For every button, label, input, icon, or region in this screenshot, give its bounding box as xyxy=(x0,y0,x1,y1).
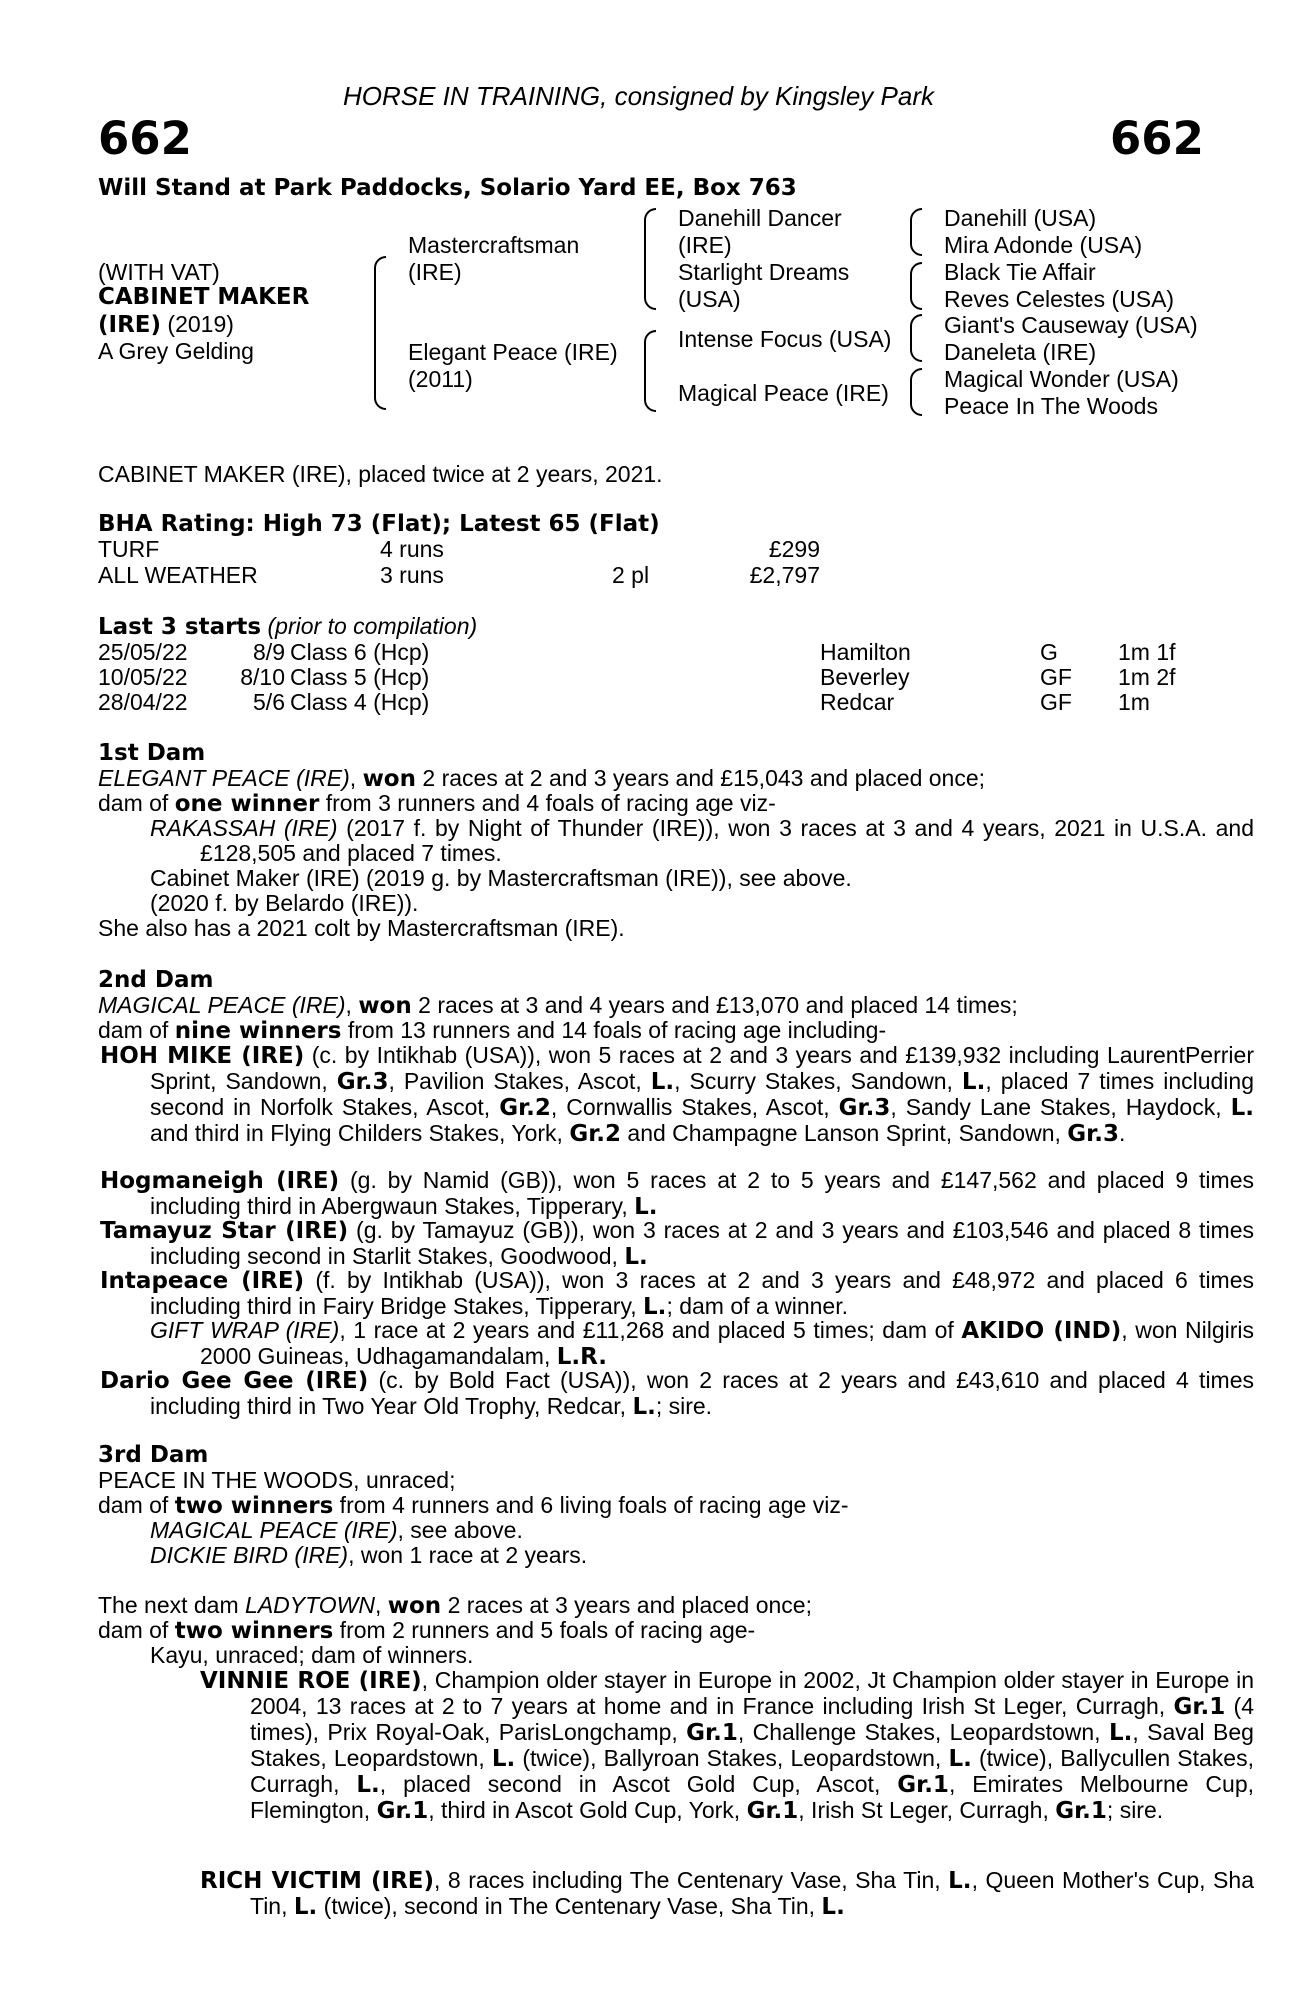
third-dam-record: PEACE IN THE WOODS, unraced; xyxy=(98,1467,456,1493)
progeny-record: , won 1 race at 2 years. xyxy=(348,1542,588,1568)
pedigree-brace-dam xyxy=(644,330,656,412)
third-dam-runners: from 4 runners and 6 living foals of racing age viz- xyxy=(333,1492,849,1518)
first-dam-won-details: 2 races at 2 and 3 years and £15,043 and placed once; xyxy=(416,765,986,791)
horse-country: (IRE) xyxy=(98,312,162,338)
progeny-record: , see above. xyxy=(397,1517,523,1543)
horse-country-year xyxy=(98,312,234,338)
first-dam-progeny-3: (2020 f. by Belardo (IRE)). xyxy=(150,890,419,916)
rating-turf-runs: 4 runs xyxy=(380,536,444,562)
horse-name: CABINET MAKER xyxy=(98,284,310,310)
gg-sire-dam-sire: Black Tie Affair xyxy=(944,259,1096,285)
progeny-name: RAKASSAH (IRE) xyxy=(150,815,338,841)
stand-location: Will Stand at Park Paddocks, Solario Yard EE, Box 763 xyxy=(98,175,797,201)
start-position: 5/6 xyxy=(253,689,285,715)
third-dam-winners: two winners xyxy=(174,1493,334,1519)
gg-dam-sire-sire: Giant's Causeway (USA) xyxy=(944,312,1198,338)
start-position: 8/9 xyxy=(253,639,285,665)
first-dam-runners: from 3 runners and 4 foals of racing age viz- xyxy=(319,790,776,816)
first-dam-progeny-1 xyxy=(150,816,1254,866)
second-dam-heading: 2nd Dam xyxy=(98,967,214,993)
first-dam-progeny-2: Cabinet Maker (IRE) (2019 g. by Mastercraftsman (IRE)), see above. xyxy=(150,865,852,891)
sire-sire-country: (IRE) xyxy=(678,232,732,258)
gg-sire-dam-dam: Reves Celestes (USA) xyxy=(944,286,1175,312)
rating-aw-placed: 2 pl xyxy=(612,562,650,588)
start-course: Beverley xyxy=(820,664,910,690)
next-dam-kayu: Kayu, unraced; dam of winners. xyxy=(150,1642,474,1668)
second-dam-of-label: dam of xyxy=(98,1017,175,1043)
start-going: GF xyxy=(1040,664,1072,690)
next-dam-intro: The next dam xyxy=(98,1592,246,1618)
racing-summary: CABINET MAKER (IRE), placed twice at 2 years, 2021. xyxy=(98,461,663,487)
start-class: Class 5 (Hcp) xyxy=(290,664,430,690)
start-class: Class 6 (Hcp) xyxy=(290,639,430,665)
sire-country: (IRE) xyxy=(408,259,462,285)
gg-sire-sire-dam: Mira Adonde (USA) xyxy=(944,232,1143,258)
pedigree-brace-ss xyxy=(910,208,922,256)
rating-turf-earnings: £299 xyxy=(768,536,820,562)
first-dam-record: ELEGANT PEACE (IRE), won 2 races at 2 and 3 years and £15,043 and placed once; xyxy=(98,765,986,792)
first-dam-winners: one winner xyxy=(174,791,320,817)
next-dam-sep: , xyxy=(374,1592,388,1618)
second-dam-name: MAGICAL PEACE (IRE) xyxy=(98,992,346,1018)
next-dam-won-details: 2 races at 3 years and placed once; xyxy=(441,1592,812,1618)
second-dam-winners: nine winners xyxy=(174,1018,342,1044)
progeny-name: GIFT WRAP (IRE) xyxy=(150,1317,340,1343)
next-dam-winners: two winners xyxy=(174,1618,334,1644)
sire-name: Mastercraftsman xyxy=(408,232,580,258)
first-dam-won: won xyxy=(362,766,416,792)
second-dam-won-details: 2 races at 3 and 4 years and £13,070 and placed 14 times; xyxy=(411,992,1018,1018)
last-starts-note: (prior to compilation) xyxy=(267,613,478,639)
bha-rating-title: BHA Rating: High 73 (Flat); Latest 65 (Flat) xyxy=(98,511,660,537)
third-dam-progeny-2 xyxy=(150,1543,587,1568)
third-dam-of-label: dam of xyxy=(98,1492,175,1518)
progeny-gift-wrap: GIFT WRAP (IRE), 1 race at 2 years and £11,268 and placed 5 times; dam of AKIDO (IND), won Nilgiris 2000 Guineas, Udhagamandalam, L.R. xyxy=(150,1317,1254,1370)
rating-aw-earnings: £2,797 xyxy=(749,562,820,588)
gg-dam-dam-dam: Peace In The Woods xyxy=(944,393,1158,419)
third-dam-produce xyxy=(98,1493,849,1519)
first-dam-note: She also has a 2021 colt by Mastercraftsman (IRE). xyxy=(98,915,625,941)
pedigree-brace-ds xyxy=(910,314,922,362)
progeny-rich-victim: RICH VICTIM (IRE), 8 races including The Centenary Vase, Sha Tin, L., Queen Mother's Cup, Sha Tin, L. (twice), second in The Centenary Vase, Sha Tin, L. xyxy=(200,1867,1254,1920)
rating-turf-surface: TURF xyxy=(98,536,160,562)
progeny-name: DICKIE BIRD (IRE) xyxy=(150,1542,349,1568)
first-dam-name: ELEGANT PEACE (IRE) xyxy=(98,765,350,791)
progeny-name: Dario Gee Gee (IRE) xyxy=(100,1368,369,1394)
lot-number-left: 662 xyxy=(98,112,192,165)
progeny-tamayuz-star: Tamayuz Star (IRE) (g. by Tamayuz (GB)), won 3 races at 2 and 3 years and £103,546 and placed 8 times including second in Starlit Stakes, Goodwood, L. xyxy=(100,1217,1254,1270)
last-starts-heading xyxy=(98,614,477,640)
next-dam-of-label: dam of xyxy=(98,1617,175,1643)
next-dam-name: LADYTOWN xyxy=(245,1592,375,1618)
progeny-name: RICH VICTIM (IRE) xyxy=(200,1868,435,1894)
start-distance: 1m 2f xyxy=(1118,664,1176,690)
third-dam-heading: 3rd Dam xyxy=(98,1442,209,1468)
third-dam-progeny-1 xyxy=(150,1518,523,1543)
horse-year: (2019) xyxy=(167,311,234,337)
dam-dam-name: Magical Peace (IRE) xyxy=(678,380,889,406)
first-dam-heading: 1st Dam xyxy=(98,740,206,766)
progeny-name: HOH MIKE (IRE) xyxy=(100,1043,305,1069)
sire-sire-name: Danehill Dancer xyxy=(678,205,842,231)
start-distance: 1m 1f xyxy=(1118,639,1176,665)
progeny-record: (2017 f. by Night of Thunder (IRE)), won 3 races at 3 and 4 years, 2021 in U.S.A. and £128,505 and placed 7 times. xyxy=(200,815,1254,866)
next-dam-won: won xyxy=(387,1593,442,1619)
dam-year: (2011) xyxy=(408,366,473,392)
catalogue-header: HORSE IN TRAINING, consigned by Kingsley Park xyxy=(343,81,934,111)
start-going: GF xyxy=(1040,689,1072,715)
lot-number-right: 662 xyxy=(1110,112,1204,165)
pedigree-brace-dd xyxy=(910,368,922,416)
pedigree-brace-main xyxy=(374,256,386,410)
vat-note: (WITH VAT) xyxy=(98,259,220,285)
progeny-hogmaneigh: Hogmaneigh (IRE) (g. by Namid (GB)), won 5 races at 2 to 5 years and £147,562 and placed 9 times including third in Abergwaun Stakes, Tipperary, L. xyxy=(100,1167,1254,1220)
second-dam-runners: from 13 runners and 14 foals of racing age including- xyxy=(341,1017,887,1043)
pedigree-brace-sd xyxy=(910,262,922,310)
progeny-intapeace: Intapeace (IRE) (f. by Intikhab (USA)), won 3 races at 2 and 3 years and £48,972 and placed 6 times including third in Fairy Bridge Stakes, Tipperary, L.; dam of a winner. xyxy=(100,1267,1254,1320)
progeny-name: MAGICAL PEACE (IRE) xyxy=(150,1517,398,1543)
second-dam-won: won xyxy=(358,993,412,1019)
start-date: 28/04/22 xyxy=(98,689,188,715)
first-dam-produce xyxy=(98,791,776,817)
start-course: Redcar xyxy=(820,689,895,715)
second-dam-produce xyxy=(98,1018,886,1044)
pedigree-brace-sire xyxy=(644,208,656,310)
rating-aw-runs: 3 runs xyxy=(380,562,444,588)
start-date: 25/05/22 xyxy=(98,639,188,665)
progeny-dario-gee-gee: Dario Gee Gee (IRE) (c. by Bold Fact (USA)), won 2 races at 2 years and £43,610 and placed 4 times including third in Two Year Old Trophy, Redcar, L.; sire. xyxy=(100,1367,1255,1420)
progeny-hoh-mike: HOH MIKE (IRE) (c. by Intikhab (USA)), won 5 races at 2 and 3 years and £139,932 including LaurentPerrier Sprint, Sandown, Gr.3, Pavilion Stakes, Ascot, L., Scurry Stakes, Sandown, L., placed 7 times including second in Norfolk Stakes, Ascot, Gr.2, Cornwallis Stakes, Ascot, Gr.3, Sandy Lane Stakes, Haydock, L. and third in Flying Childers Stakes, York, Gr.2 and Champagne Lanson Sprint, Sandown, Gr.3. xyxy=(100,1042,1254,1147)
start-class: Class 4 (Hcp) xyxy=(290,689,430,715)
dam-sire-name: Intense Focus (USA) xyxy=(678,326,892,352)
progeny-name: Hogmaneigh (IRE) xyxy=(100,1168,340,1194)
last-starts-title: Last 3 starts xyxy=(98,614,262,640)
start-course: Hamilton xyxy=(820,639,911,665)
start-distance: 1m xyxy=(1118,689,1150,715)
first-dam-of-label: dam of xyxy=(98,790,175,816)
start-going: G xyxy=(1040,639,1058,665)
progeny-name: Tamayuz Star (IRE) xyxy=(100,1218,349,1244)
sire-dam-country: (USA) xyxy=(678,286,741,312)
next-dam-record xyxy=(98,1593,812,1619)
next-dam-produce xyxy=(98,1618,755,1644)
sire-dam-name: Starlight Dreams xyxy=(678,259,850,285)
gg-dam-dam-sire: Magical Wonder (USA) xyxy=(944,366,1179,392)
progeny-vinnie-roe: VINNIE ROE (IRE), Champion older stayer in Europe in 2002, Jt Champion older stayer in Europe in 2004, 13 races at 2 to 7 years at home and in France including Irish St Leger, Curragh, Gr.1 (4 times), Prix Royal-Oak, ParisLongchamp, Gr.1, Challenge Stakes, Leopardstown, L., Saval Beg Stakes, Leopardstown, L. (twice), Ballyroan Stakes, Leopardstown, L. (twice), Ballycullen Stakes, Curragh, L., placed second in Ascot Gold Cup, Ascot, Gr.1, Emirates Melbourne Cup, Flemington, Gr.1, third in Ascot Gold Cup, York, Gr.1, Irish St Leger, Curragh, Gr.1; sire. xyxy=(200,1667,1255,1824)
progeny-name: Intapeace (IRE) xyxy=(100,1268,305,1294)
progeny-name: VINNIE ROE (IRE) xyxy=(200,1668,422,1694)
dam-name: Elegant Peace (IRE) xyxy=(408,339,618,365)
gg-dam-sire-dam: Daneleta (IRE) xyxy=(944,339,1097,365)
second-dam-record: MAGICAL PEACE (IRE), won 2 races at 3 and 4 years and £13,070 and placed 14 times; xyxy=(98,992,1018,1019)
next-dam-runners: from 2 runners and 5 foals of racing age- xyxy=(333,1617,756,1643)
start-position: 8/10 xyxy=(240,664,285,690)
horse-description: A Grey Gelding xyxy=(98,338,254,364)
start-date: 10/05/22 xyxy=(98,664,188,690)
gg-sire-sire-sire: Danehill (USA) xyxy=(944,205,1097,231)
rating-aw-surface: ALL WEATHER xyxy=(98,562,258,588)
